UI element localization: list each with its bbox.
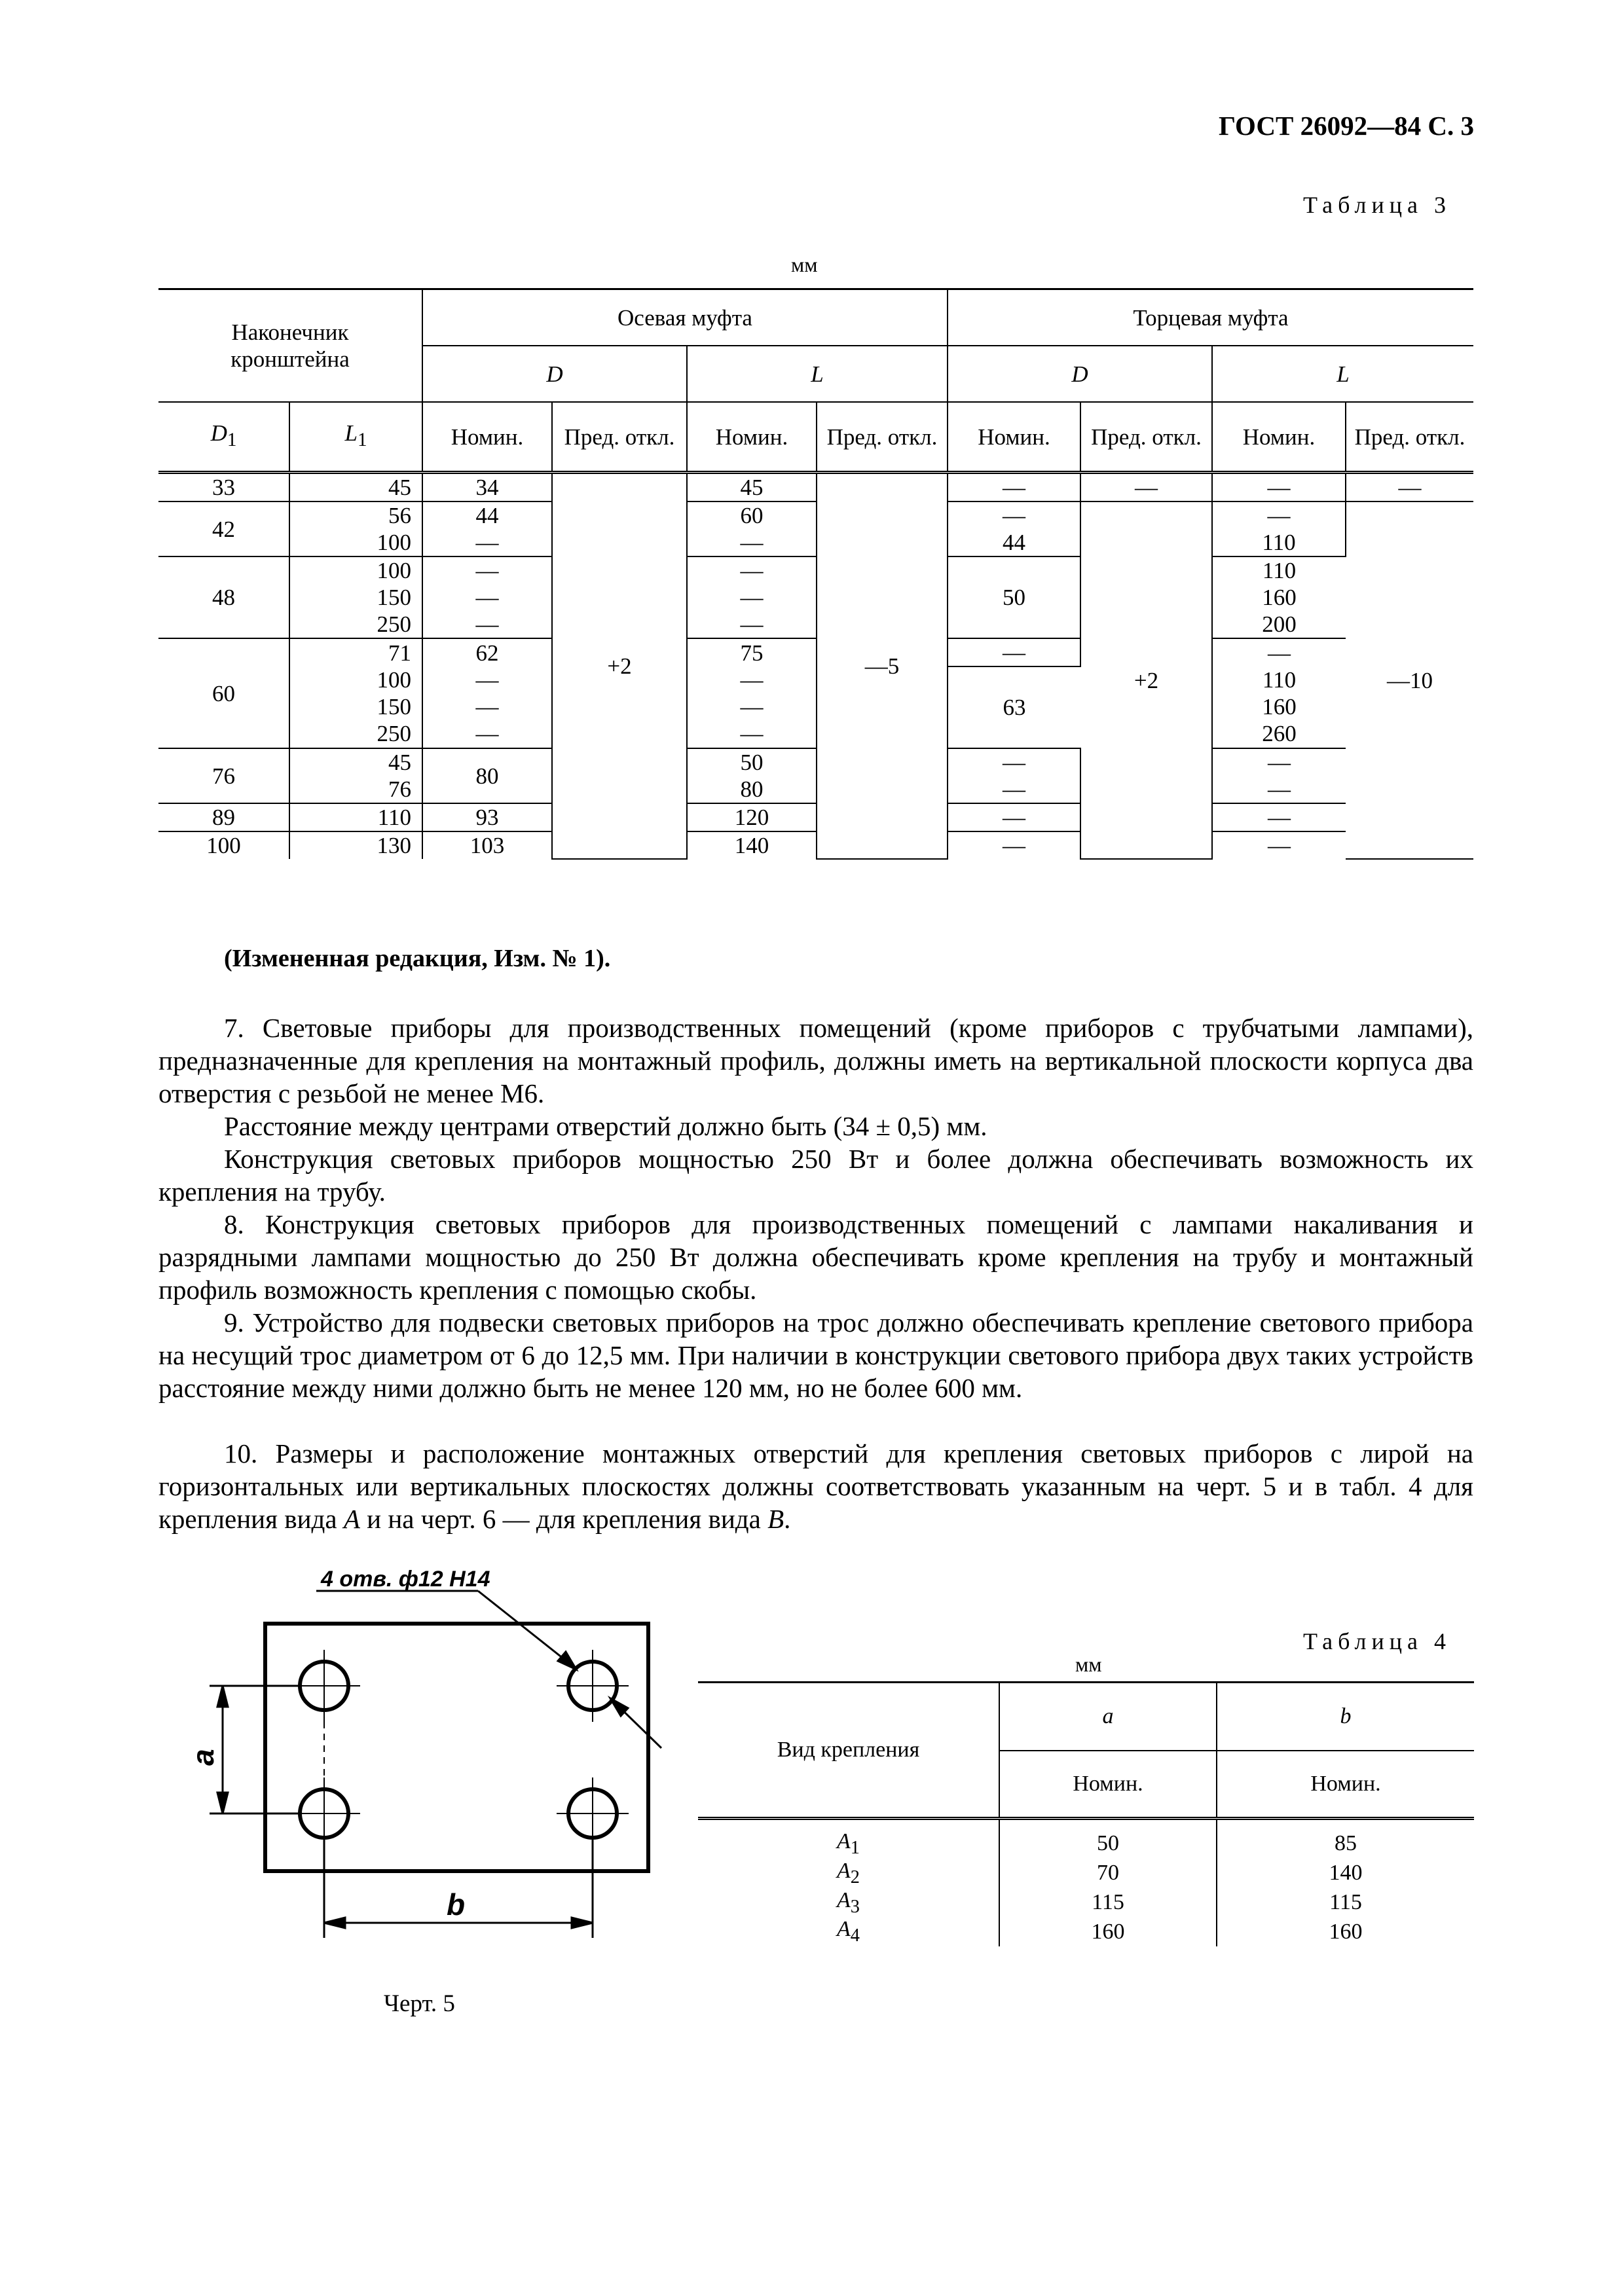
revision-note: (Измененная редакция, Изм. № 1). [224,945,611,972]
cell-a: 50 [999,1819,1217,1859]
cell-end-d-tol: — [1080,473,1212,502]
header-mount-type: Вид крепления [698,1683,999,1819]
cell-d1: 89 [158,803,289,831]
cell-end-d: — [948,638,1080,666]
cell-axial-d-tol: +2 [552,473,687,860]
cell-end-d: — — [948,748,1080,803]
cell-end-d: — [948,473,1080,502]
header-tolerance: Пред. откл. [552,402,687,473]
cell-a: 115 [999,1888,1217,1918]
table4-caption: Таблица 4 [1303,1628,1451,1654]
header-axial-L: L [687,346,948,402]
header-nominal: Номин. [999,1751,1217,1819]
cell-axial-l: 75 — — — [687,638,817,748]
cell-l1: 100 150 250 [289,556,422,638]
cell-d1: 42 [158,501,289,556]
cell-end-l: — 110 160 260 [1212,638,1346,748]
table-3 [158,288,1473,860]
table-row [158,748,1473,803]
header-nominal: Номин. [1212,402,1346,473]
paragraph-7-distance: Расстояние между центрами отверстий должно быть (34 ± 0,5) мм. [224,1111,987,1141]
cell-l1: 71 100 150 250 [289,638,422,748]
paragraph-10: 10. Размеры и расположение монтажных отверстий для крепления световых приборов с лирой на горизонтальных или вертикальных плоскостях должны соответствовать указанным на черт. 5 и в табл. 4 для крепления вида A и на черт. 6 — для крепления вида B. [158,1438,1473,1534]
header-D1: $D_1$ [158,402,289,473]
table-row [158,556,1473,638]
cell-axial-d: 103 [422,831,552,859]
cell-b: 160 [1329,1919,1363,1944]
cell-axial-l: 120 [687,803,817,831]
cell-end-d-tol: +2 [1080,501,1212,859]
cell-l1: 130 [289,831,422,859]
cell-axial-l-tol: —5 [817,473,948,860]
header-bracket: Наконечник кронштейна [158,289,422,403]
cell-axial-d: 80 [422,748,552,803]
holes-label: 4 отв. ф12 H14 [321,1567,490,1592]
drawing-caption: Черт. 5 [384,1990,455,2017]
cell-d1: 60 [158,638,289,748]
cell-l1: 45 76 [289,748,422,803]
table-row [698,1888,1474,1918]
cell-l1: 45 [289,473,422,502]
mounting-holes-drawing [186,1561,688,1980]
table-row [158,638,1473,666]
header-axial-D: D [422,346,687,402]
cell-end-l: — [1212,473,1346,502]
cell-a: 70 [999,1859,1217,1888]
header-nominal: Номин. [422,402,552,473]
cell-type: $A_1$ [698,1819,999,1859]
cell-a: 160 [999,1917,1217,1946]
table-row [698,1819,1474,1859]
cell-end-l: — — [1212,748,1346,803]
cell-b: 85 [1335,1831,1357,1856]
cell-end-l-tol: —10 [1346,501,1473,859]
header-nominal: Номин. [687,402,817,473]
cell-l1: 56 100 [289,501,422,556]
cell-axial-d: 34 [422,473,552,502]
cell-axial-d: — — — [422,556,552,638]
table-4 [698,1681,1474,1946]
table-row [158,501,1473,556]
cell-end-d: — [948,831,1080,859]
header-end: Торцевая муфта [948,289,1473,346]
cell-d1: 48 [158,556,289,638]
header-nominal: Номин. [1217,1751,1474,1819]
cell-b: 140 [1329,1861,1363,1886]
table-row [158,831,1473,859]
cell-axial-l: 50 80 [687,748,817,803]
table-row [698,1917,1474,1946]
cell-end-l: — 110 [1212,501,1346,556]
header-axial: Осевая муфта [422,289,948,346]
cell-b: 115 [1329,1889,1362,1914]
cell-end-l: — [1212,803,1346,831]
header-L1: $L_1$ [289,402,422,473]
table-row [698,1859,1474,1888]
label-b: b [447,1887,466,1922]
header-end-L: L [1212,346,1473,402]
table-row [158,803,1473,831]
cell-end-d: — [948,803,1080,831]
header-b: b [1217,1683,1474,1751]
table3-caption: Таблица 3 [1303,192,1451,218]
dimension-a [210,1686,300,1813]
cell-d1: 100 [158,831,289,859]
header-nominal: Номин. [948,402,1080,473]
paragraph-8: 8. Конструкция световых приборов для производственных помещений с лампами накаливания и разрядными лампами мощностью до 250 Вт должна обеспечивать кроме крепления на трубу и монтажный профиль возможность крепления с помощью скобы. [158,1209,1473,1305]
paragraph-7-construction: Конструкция световых приборов мощностью 250 Вт и более должна обеспечивать возможность их крепления на трубу. [158,1144,1473,1207]
header-tolerance: Пред. откл. [817,402,948,473]
cell-axial-l: 45 [687,473,817,502]
cell-axial-l: 60 — [687,501,817,556]
table4-unit: мм [1075,1652,1102,1676]
header-end-D: D [948,346,1212,402]
cell-end-d: 50 [948,556,1080,638]
hole-bottom-right [557,1777,629,1850]
cell-end-d: — 44 [948,501,1080,556]
cell-axial-d: 44 — [422,501,552,556]
cell-axial-d: 62 — — — [422,638,552,748]
cell-end-d: 63 [948,666,1080,748]
cell-type: $A_2$ [698,1859,999,1888]
table-row [158,473,1473,502]
table3-unit: мм [791,253,818,276]
label-a: a [186,1749,220,1766]
cell-axial-d: 93 [422,803,552,831]
cell-type: $A_4$ [698,1917,999,1946]
cell-l1: 110 [289,803,422,831]
cell-end-l-tol: — [1346,473,1473,502]
cell-end-l: — [1268,833,1291,858]
header-a: a [999,1683,1217,1751]
cell-axial-l: 140 [687,831,817,859]
paragraph-7: 7. Световые приборы для производственных помещений (кроме приборов с трубчатыми лампами), предназначенные для крепления на монтажный профиль, должны иметь на вертикальной плоскости корпуса два отверстия с резьбой не менее М6. [158,1013,1473,1108]
cell-type: $A_3$ [698,1888,999,1918]
cell-end-l: 110 160 200 [1212,556,1346,638]
cell-d1: 76 [158,748,289,803]
paragraph-9: 9. Устройство для подвески световых приборов на трос должно обеспечивать крепление светового прибора на несущий трос диаметром от 6 до 12,5 мм. При наличии в конструкции светового прибора двух таких устройств расстояние между ними должно быть не менее 120 мм, но не более 600 мм. [158,1307,1473,1403]
page-header: ГОСТ 26092—84 С. 3 [1218,111,1474,141]
cell-axial-l: — — — [687,556,817,638]
header-tolerance: Пред. откл. [1346,402,1473,473]
header-tolerance: Пред. откл. [1080,402,1212,473]
cell-d1: 33 [158,473,289,502]
